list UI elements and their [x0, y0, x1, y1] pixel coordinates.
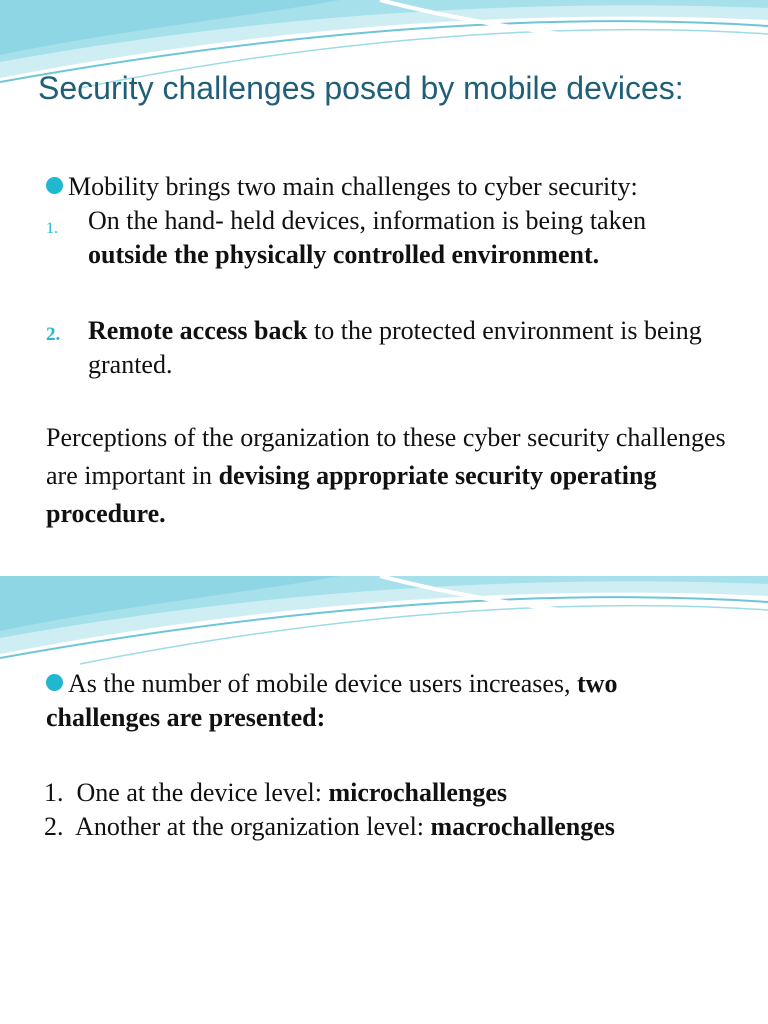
slide-2 — [0, 576, 768, 1024]
item-bold-text: outside the physically controlled environment. — [88, 240, 600, 269]
item-bold-text: microchallenges — [328, 778, 508, 807]
bullet-text: As the number of mobile device users increases, — [68, 669, 578, 698]
paragraph-bold-text: devising appropriate security operating procedure. — [46, 461, 657, 528]
slide-title: Security challenges posed by mobile devices: — [38, 70, 684, 106]
bullet-item — [46, 667, 736, 735]
paragraph-text: Perceptions of the organization to these cyber security challenges are important in — [46, 423, 726, 490]
bullet-text: Mobility brings two main challenges to cyber security: — [68, 172, 638, 201]
item-text: One at the device level: — [76, 778, 329, 807]
item-bold-text: macrochallenges — [430, 812, 615, 841]
numbered-item-1 — [46, 204, 746, 272]
bullet-dot-icon — [46, 177, 63, 194]
list-item — [44, 776, 615, 810]
header-wave-decoration — [0, 576, 768, 666]
item-number: 1. — [46, 220, 58, 237]
numbered-list — [44, 776, 615, 844]
item-text: Another at the organization level: — [75, 812, 431, 841]
item-bold-text: Remote access back — [88, 316, 308, 345]
bullet-bold-text: two challenges are presented: — [46, 669, 618, 732]
item-number: 2. — [46, 324, 61, 345]
item-number: 2. — [44, 812, 64, 841]
item-text: to the protected environment is being granted. — [88, 316, 702, 379]
item-text: On the hand- held devices, information is being taken — [88, 206, 647, 235]
paragraph — [46, 419, 736, 533]
bullet-dot-icon — [46, 674, 63, 691]
item-number: 1. — [44, 778, 64, 807]
numbered-item-2 — [46, 314, 746, 382]
bullet-item — [46, 170, 638, 204]
list-item — [44, 810, 615, 844]
